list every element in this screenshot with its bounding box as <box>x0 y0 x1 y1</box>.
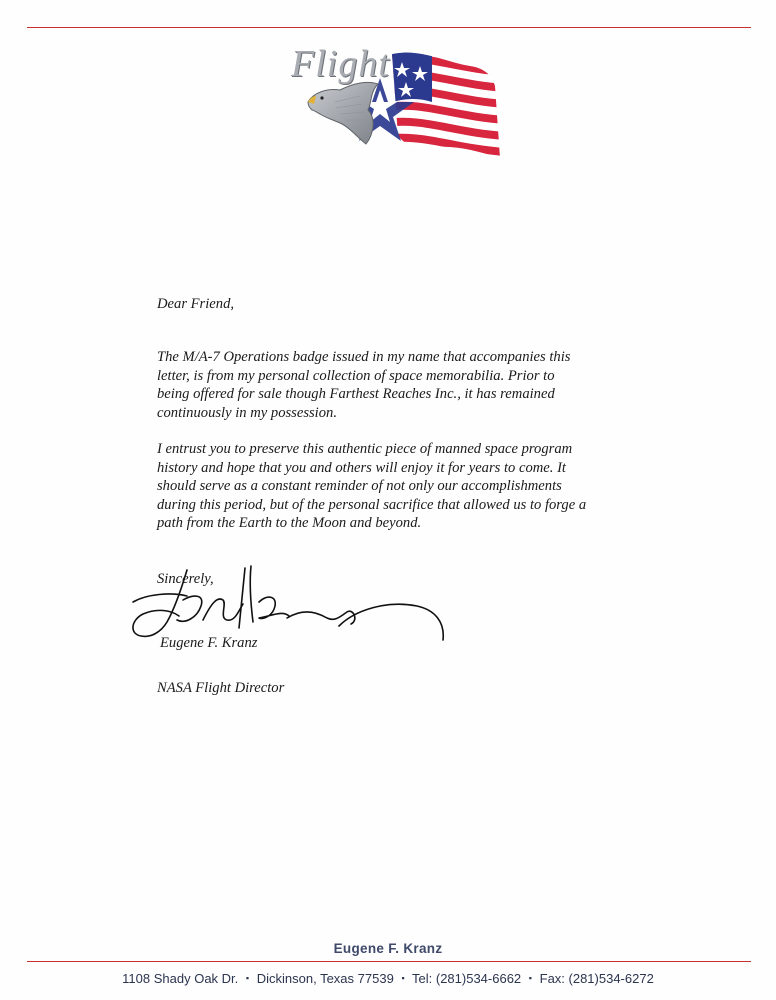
footer-tel: Tel: (281)534-6662 <box>412 971 522 986</box>
paragraph-line: should serve as a constant reminder of not only our accomplishments <box>157 478 562 494</box>
logo-title: Flight <box>291 43 390 85</box>
paragraph-line: The M/A-7 Operations badge issued in my name that accompanies this <box>157 349 571 365</box>
paragraph-line: during this period, but of the personal sacrifice that allowed us to forge a <box>157 496 587 513</box>
footer-street: 1108 Shady Oak Dr. <box>122 971 239 986</box>
paragraph-line: path from the Earth to the Moon and beyond. <box>157 515 422 531</box>
signer-title: NASA Flight Director <box>157 680 285 696</box>
paragraph-line: letter, is from my personal collection of space memorabilia. Prior to <box>157 367 555 384</box>
closing: Sincerely, <box>157 571 214 587</box>
bottom-rule <box>27 961 751 962</box>
paragraph-line: I entrust you to preserve this authentic piece of manned space program <box>157 441 573 457</box>
paragraph-line: history and hope that you and others will enjoy it for years to come. It <box>157 459 566 476</box>
footer-city: Dickinson, Texas 77539 <box>256 971 394 986</box>
letterhead-logo <box>280 40 505 165</box>
paragraph-line: continuously in my possession. <box>157 404 337 421</box>
footer-address-line <box>0 971 776 986</box>
paragraph-1 <box>157 348 627 422</box>
paragraph-2 <box>157 440 627 533</box>
top-rule <box>27 27 751 28</box>
paragraph-line: being offered for sale though Farthest Reaches Inc., it has remained <box>157 386 555 402</box>
separator-icon: ▪ <box>528 973 532 983</box>
separator-icon: ▪ <box>401 973 405 983</box>
footer-fax: Fax: (281)534-6272 <box>539 971 654 986</box>
footer-name: Eugene F. Kranz <box>333 941 443 956</box>
signer-name: Eugene F. Kranz <box>160 635 258 651</box>
greeting: Dear Friend, <box>157 296 235 312</box>
signature-icon <box>127 560 467 660</box>
separator-icon: ▪ <box>245 973 250 983</box>
